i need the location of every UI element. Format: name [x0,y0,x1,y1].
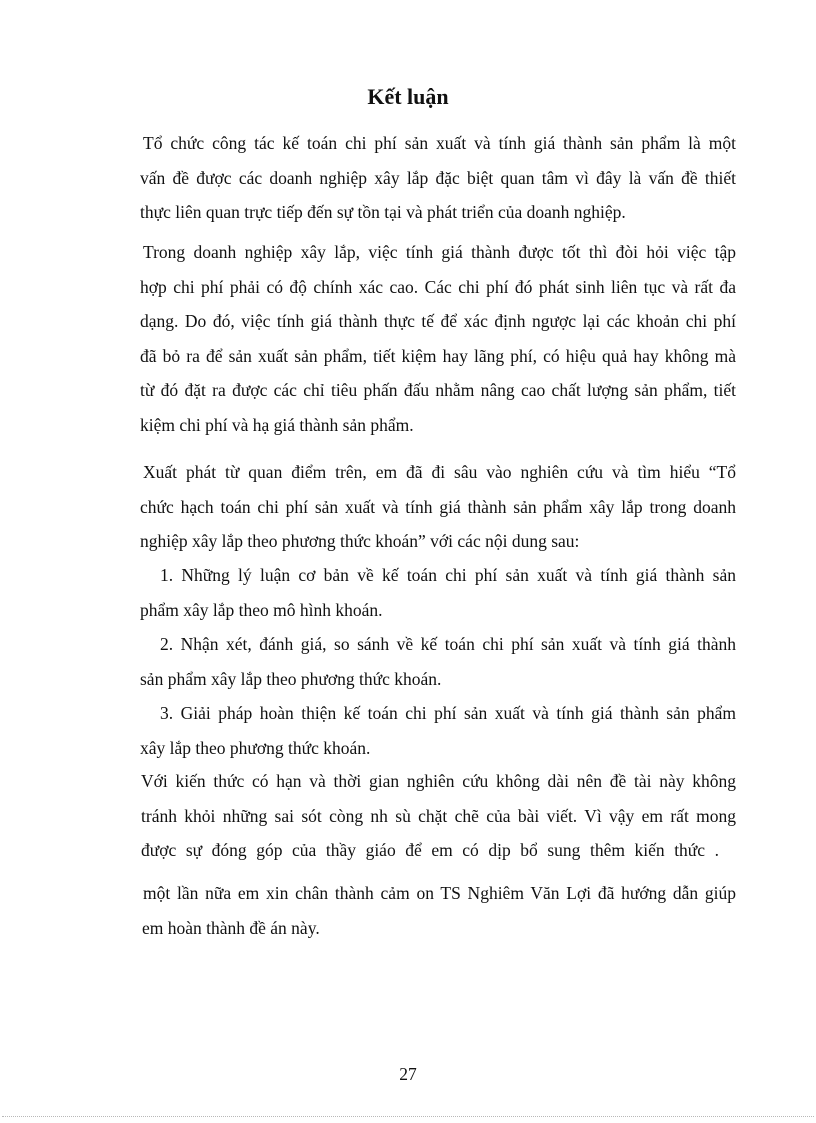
list-item-1 [140,558,736,627]
page-number: 27 [399,1064,417,1084]
text-line: Tổ chức công tác kế toán chi phí sản xuất và tính giá thành sản phẩm là một [143,133,736,153]
text-line: kiệm chi phí và hạ giá thành sản phẩm. [140,414,414,435]
text-line: em hoàn thành đề án này. [142,917,320,938]
text-line: chức hạch toán chi phí sản xuất và tính giá thành sản phẩm xây lắp trong doanh [140,496,736,517]
list-item-2 [140,627,736,696]
list-item-3 [140,696,736,765]
text-line: dạng. Do đó, việc tính giá thành thực tế để xác định ngược lại các khoản chi phí [140,311,736,331]
paragraph-limitations [141,764,736,868]
text-line: Với kiến thức có hạn và thời gian nghiên cứu không dài nên đề tài này không [141,771,736,791]
text-line: được sự đóng góp của thầy giáo để em có dịp bổ sung thêm kiến thức . [141,840,719,860]
page-bottom-border [2,1116,814,1117]
text-line: xây lắp theo phương thức khoán. [140,737,371,758]
text-line: Trong doanh nghiệp xây lắp, việc tính giá thành được tốt thì đòi hỏi việc tập [143,242,736,262]
paragraph-context [140,235,736,442]
text-line: từ đó đặt ra được các chỉ tiêu phấn đấu nhằm nâng cao chất lượng sản phẩm, tiết [140,380,736,400]
text-line: sản phẩm xây lắp theo phương thức khoán. [140,668,442,689]
text-line: nghiệp xây lắp theo phương thức khoán” với các nội dung sau: [140,531,580,551]
text-line: phẩm xây lắp theo mô hình khoán. [140,599,383,620]
paragraph-thanks [143,876,736,945]
paragraph-intro [140,126,736,230]
text-line: hợp chi phí phải có độ chính xác cao. Các chi phí đó phát sinh liên tục và rất đa [140,276,736,297]
text-line: đã bỏ ra để sản xuất sản phẩm, tiết kiệm hay lãng phí, có hiệu quả hay không mà [140,345,736,366]
text-line: 3. Giải pháp hoàn thiện kế toán chi phí sản xuất và tính giá thành sản phẩm [160,703,736,723]
paragraph-scope [140,455,736,559]
text-line: 1. Những lý luận cơ bản về kế toán chi phí sản xuất và tính giá thành sản [160,565,736,585]
text-line: 2. Nhận xét, đánh giá, so sánh về kế toán chi phí sản xuất và tính giá thành [160,634,736,654]
text-line: vấn đề được các doanh nghiệp xây lắp đặc biệt quan tâm vì đây là vấn đề thiết [140,167,736,188]
text-line: thực liên quan trực tiếp đến sự tồn tại và phát triển của doanh nghiệp. [140,202,626,222]
text-line: một lần nữa em xin chân thành cảm on TS Nghiêm Văn Lợi đã hướng dẫn giúp [143,883,736,903]
text-line: tránh khỏi những sai sót còng nh sù chặt chẽ của bài viết. Vì vậy em rất mong [141,805,736,826]
text-line: Xuất phát từ quan điểm trên, em đã đi sâu vào nghiên cứu và tìm hiểu “Tổ [143,462,736,482]
page-title: Kết luận [367,84,449,109]
